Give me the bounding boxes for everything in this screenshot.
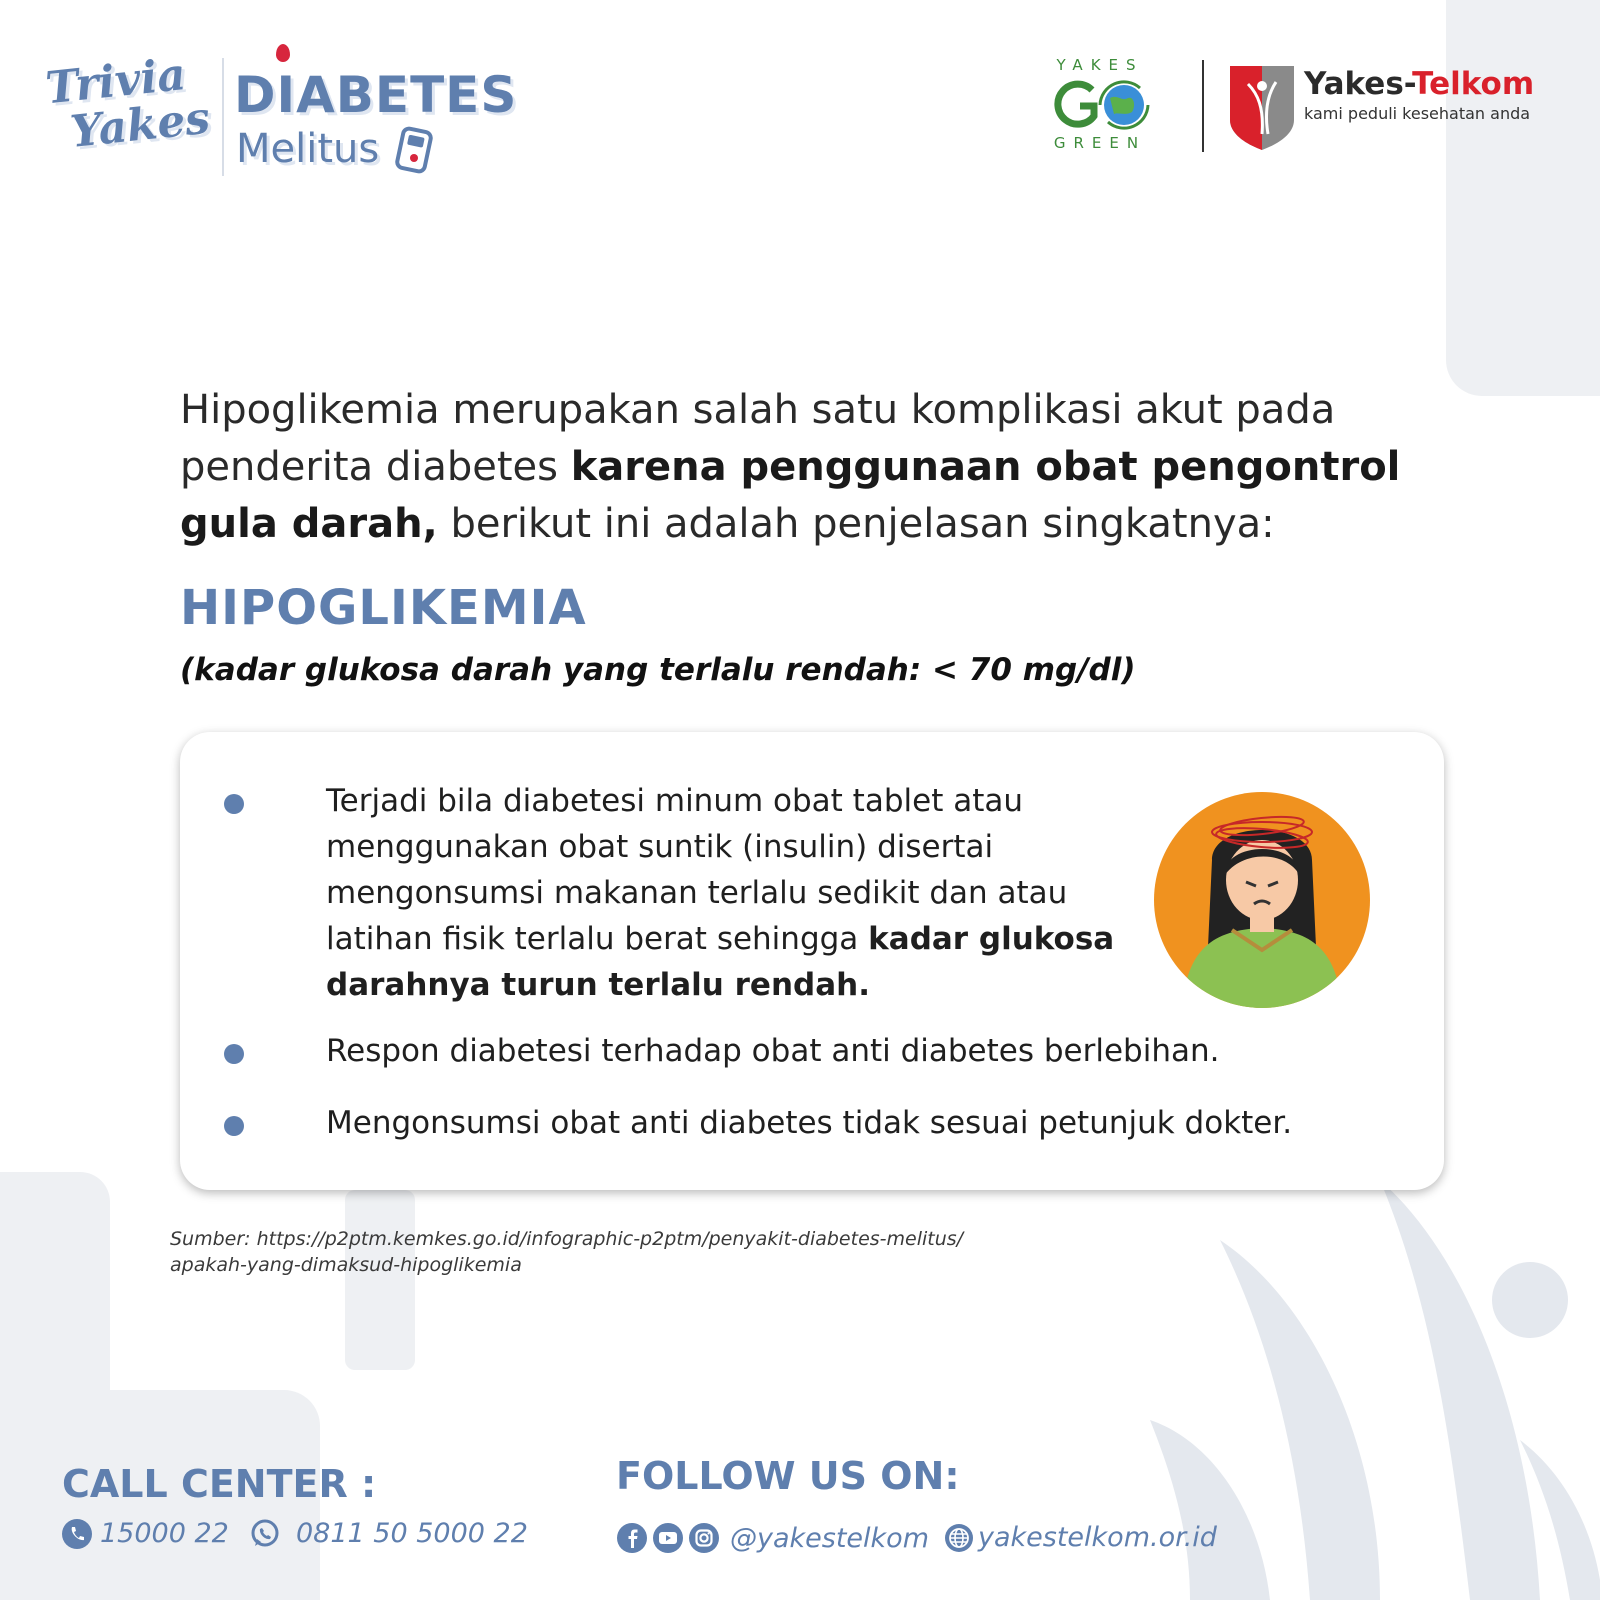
- gogreen-bottom-text: GREEN: [1053, 134, 1147, 152]
- bullet-text-bold: kadar glukosa darahnya turun terlalu rendah.: [326, 921, 1115, 1003]
- intro-text-1: Hipoglikemia merupakan salah satu komplikasi akut pada penderita diabetes: [180, 387, 1336, 490]
- yakes-go-green-logo: [1040, 56, 1160, 156]
- trivia-line2: Yakes: [68, 92, 213, 158]
- trivia-yakes-brand: [43, 48, 518, 188]
- intro-bold: karena penggunaan obat pengontrol gula darah,: [180, 444, 1401, 547]
- social-links: [616, 1522, 929, 1554]
- blood-drop-icon: [276, 44, 290, 62]
- bullet-dot: [224, 1044, 244, 1064]
- bg-cross-top-right-arm: [1452, 186, 1600, 282]
- bullet-text: Respon diabetesi terhadap obat anti diabetes berlebihan.: [326, 1033, 1220, 1069]
- call-center-whatsapp[interactable]: [250, 1518, 528, 1549]
- gogreen-top-text: YAKES: [1056, 56, 1144, 74]
- phone-icon: [62, 1519, 92, 1549]
- youtube-icon[interactable]: [652, 1522, 684, 1554]
- org-name: [1304, 66, 1534, 102]
- info-card: [180, 732, 1444, 1190]
- logo-divider: [1202, 60, 1204, 152]
- intro-paragraph: [180, 382, 1470, 553]
- section-subheading: (kadar glukosa darah yang terlalu rendah: < 70 mg/dl): [180, 652, 1136, 688]
- bullet-text: Mengonsumsi obat anti diabetes tidak sesuai petunjuk dokter.: [326, 1105, 1293, 1141]
- website-url: yakestelkom.or.id: [978, 1522, 1217, 1553]
- globe-icon: [944, 1523, 974, 1553]
- bullet-dot: [224, 794, 244, 814]
- phone-number: 15000 22: [100, 1518, 229, 1549]
- go-globe-icon: [1048, 78, 1152, 132]
- instagram-icon[interactable]: [688, 1522, 720, 1554]
- telkom-shield-icon: [1228, 64, 1296, 152]
- whatsapp-number: 0811 50 5000 22: [296, 1518, 528, 1549]
- trivia-yakes-logo: [44, 50, 213, 158]
- org-brand: [1040, 56, 1560, 166]
- bg-figure-shape: [1150, 1180, 1600, 1600]
- follow-us-title: FOLLOW US ON:: [616, 1454, 960, 1498]
- bullet-text-regular: Terjadi bila diabetesi minum obat tablet atau menggunakan obat suntik (insulin) disertai mengonsumsi makanan terlalu sedikit dan atau latihan fisik terlalu berat sehingga: [326, 783, 1068, 957]
- facebook-icon[interactable]: [616, 1522, 648, 1554]
- org-name-part1: Yakes-: [1304, 66, 1413, 102]
- intro-text-2: berikut ini adalah penjelasan singkatnya:: [437, 501, 1275, 547]
- brand-divider: [222, 58, 224, 176]
- section-heading: HIPOGLIKEMIA: [180, 580, 587, 636]
- bullet-dot: [224, 1116, 244, 1136]
- source-line1: Sumber: https://p2ptm.kemkes.go.id/infographic-p2ptm/penyakit-diabetes-melitus/: [170, 1228, 964, 1250]
- series-subtitle: Melitus: [236, 126, 380, 172]
- series-title: DIABETES: [234, 66, 518, 124]
- bg-cross-mid: [345, 1190, 415, 1370]
- whatsapp-icon: [250, 1519, 280, 1549]
- bullet-text: [326, 778, 1156, 1008]
- trivia-line1: Trivia: [43, 48, 189, 115]
- source-line2: apakah-yang-dimaksud-hipoglikemia: [170, 1254, 522, 1276]
- website-link[interactable]: [944, 1522, 1217, 1553]
- call-center-title: CALL CENTER :: [62, 1462, 377, 1506]
- source-citation: [170, 1226, 1150, 1278]
- dizzy-woman-illustration: [1152, 790, 1372, 1010]
- social-handle[interactable]: @yakestelkom: [730, 1522, 929, 1554]
- glucose-meter-icon: [394, 126, 434, 176]
- org-tagline: kami peduli kesehatan anda: [1304, 104, 1531, 123]
- org-name-part2: Telkom: [1412, 66, 1535, 102]
- call-center-phone[interactable]: [62, 1518, 229, 1549]
